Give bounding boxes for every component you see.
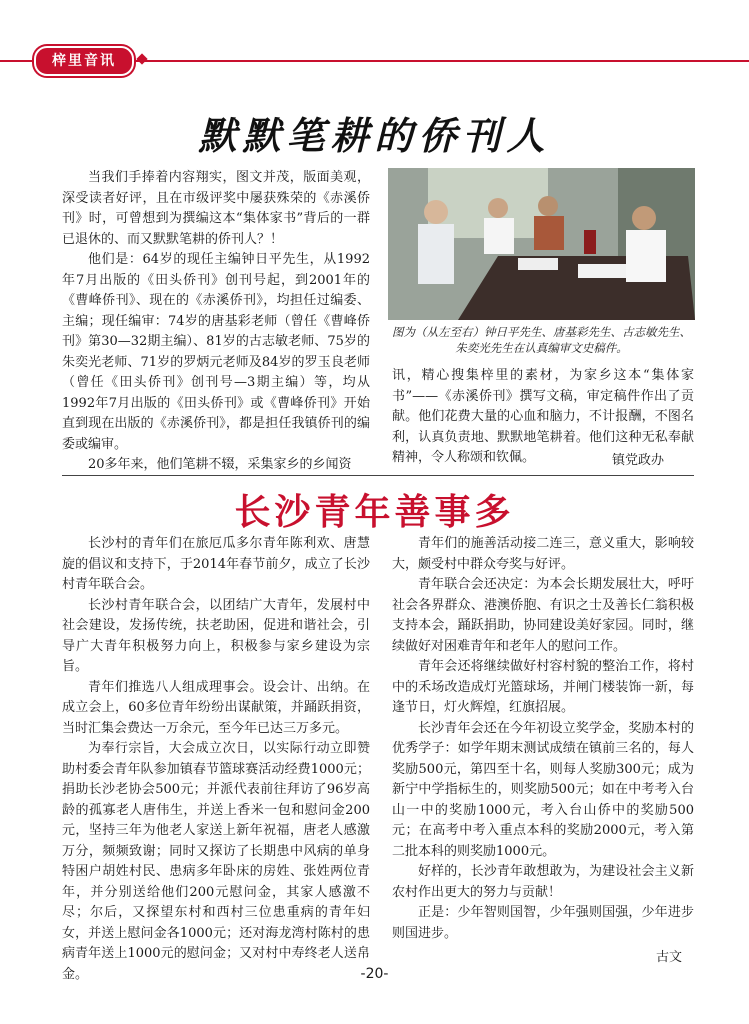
article1-left-column xyxy=(62,168,370,476)
article2-para-6: 青年联合会还决定：为本会长期发展壮大，呼吁社会各界群众、港澳侨胞、有识之士及善长仁翁积极支持本会，踊跃捐助，协同建设美好家园。同时，继续做好对困难青年和老年人的慰问工作。 xyxy=(392,577,694,654)
article2-right-column xyxy=(392,534,694,965)
article2-author: 古文 xyxy=(655,950,682,965)
article2-title: 长沙青年善事多 xyxy=(234,492,515,533)
article2-para-9: 好样的，长沙青年敢想敢为，为建设社会主义新农村作出更大的努力与贡献！ xyxy=(392,864,694,900)
section-divider xyxy=(62,475,694,476)
article1-author: 镇党政办 xyxy=(611,452,664,468)
article2-para-2: 长沙村青年联合会，以团结广大青年，发展村中社会建设，发扬传统，扶老助困，促进和谐社会，引导广大青年积极努力向上，积极参与家乡建设为宗旨。 xyxy=(62,597,370,674)
article2-para-8: 长沙青年会还在今年初设立奖学金，奖励本村的优秀学子：如学年期末测试成绩在镇前三名的，每人奖励500元，第四至十名，则每人奖励300元；成为新宁中学指标生的，则奖励500元；如在中考考入台山一中的奖励1000元，考入台山侨中的奖励500元；在高考中考入重点本科的奖励2000元，考入第二批本科的则奖励1000元。 xyxy=(392,720,694,859)
article2-para-1: 长沙村的青年们在旅厄瓜多尔青年陈利欢、唐慧旋的倡议和支持下，于2014年春节前夕，成立了长沙村青年联合会。 xyxy=(62,536,370,592)
article2-para-3: 青年们推选八人组成理事会。设会计、出纳。在成立会上，60多位青年纷纷出谋献策，并踊跃捐资，当时汇集会费达一万余元，至今年已达三万多元。 xyxy=(62,679,370,736)
article1-para-3: 20多年来，他们笔耕不辍，采集家乡的乡闻资 xyxy=(88,457,352,472)
article1-title: 默默笔耕的侨刊人 xyxy=(198,113,551,158)
meeting-photo-illustration xyxy=(388,168,695,320)
article2-para-5: 青年们的施善活动接二连三，意义重大，影响较大，颇受村中群众夸奖与好评。 xyxy=(392,536,694,572)
page-number: -20- xyxy=(360,966,389,982)
article1-para-1: 当我们手捧着内容翔实，图文并茂，版面美观，深受读者好评，且在市级评奖中屡获殊荣的《赤溪侨刊》时，可曾想到为撰编这本“集体家书”背后的一群已退休的、而又默默笔耕的侨刊人？！ xyxy=(62,170,370,247)
article1-photo xyxy=(388,168,695,320)
article1-para-2: 他们是：64岁的现任主编钟日平先生，从1992年7月出版的《田头侨刊》创刊号起，到2001年的《曹峰侨刊》、现在的《赤溪侨刊》，均担任过编委、主编；现任编审：74岁的唐基彩老师（曾任《曹峰侨刊》第30—32期主编）、81岁的古志敏老师、75岁的朱奕光老师、71岁的罗炳元老师及84岁的罗玉良老师（曾任《田头侨刊》创刊号—3期主编）等，均从1992年7月出版的《田头侨刊》或《曹峰侨刊》开始直到现在出版的《赤溪侨刊》，都是担任我镇侨刊的编委或编审。 xyxy=(62,252,370,452)
section-tab: 梓里音讯 xyxy=(34,46,134,76)
photo-caption: 图为（从左至右）钟日平先生、唐基彩先生、古志敏先生、朱奕光先生在认真编审文史稿件。 xyxy=(392,325,691,355)
article2-para-10: 正是：少年智则国智，少年强则国强，少年进步则国进步。 xyxy=(392,905,694,941)
article2-left-column xyxy=(62,534,370,985)
header-ornament xyxy=(136,53,147,64)
article2-para-4: 为奉行宗旨，大会成立次日，以实际行动立即赞助村委会青年队参加镇春节篮球赛活动经费1000元；捐助长沙老协会500元；并派代表前往拜访了96岁高龄的孤寡老人唐伟生，并送上香米一包和慰问金200元，坚持三年为他老人家送上新年祝福，唐老人感激万分，频频致谢；同时又探访了长期患中风病的单身特困户胡姓村民、患病多年卧床的房姓、张姓两位青年，并分别送给他们200元慰问金，其家人感激不尽；尔后，又探望东村和西村三位患重病的青年妇女，并送上慰问金各1000元；还对海龙湾村陈村的患病青年送上1000元的慰问金；又对村中寿终老人送帛金。 xyxy=(62,741,370,982)
article1-para-continued: 讯，精心搜集梓里的素材，为家乡这本“集体家书”——《赤溪侨刊》撰写文稿，审定稿件作出了贡献。他们花费大量的心血和脑力，不计报酬，不图名利，认真负责地、默默地笔耕着。他们这种无私奉献精神，令人称颂和钦佩。 xyxy=(392,368,694,465)
article2-para-7: 青年会还将继续做好村容村貌的整治工作，将村中的禾场改造成灯光篮球场，并闸门楼装饰一新，每逢节日，灯火辉煌，红旗招展。 xyxy=(392,659,694,715)
article1-right-column xyxy=(392,366,694,468)
